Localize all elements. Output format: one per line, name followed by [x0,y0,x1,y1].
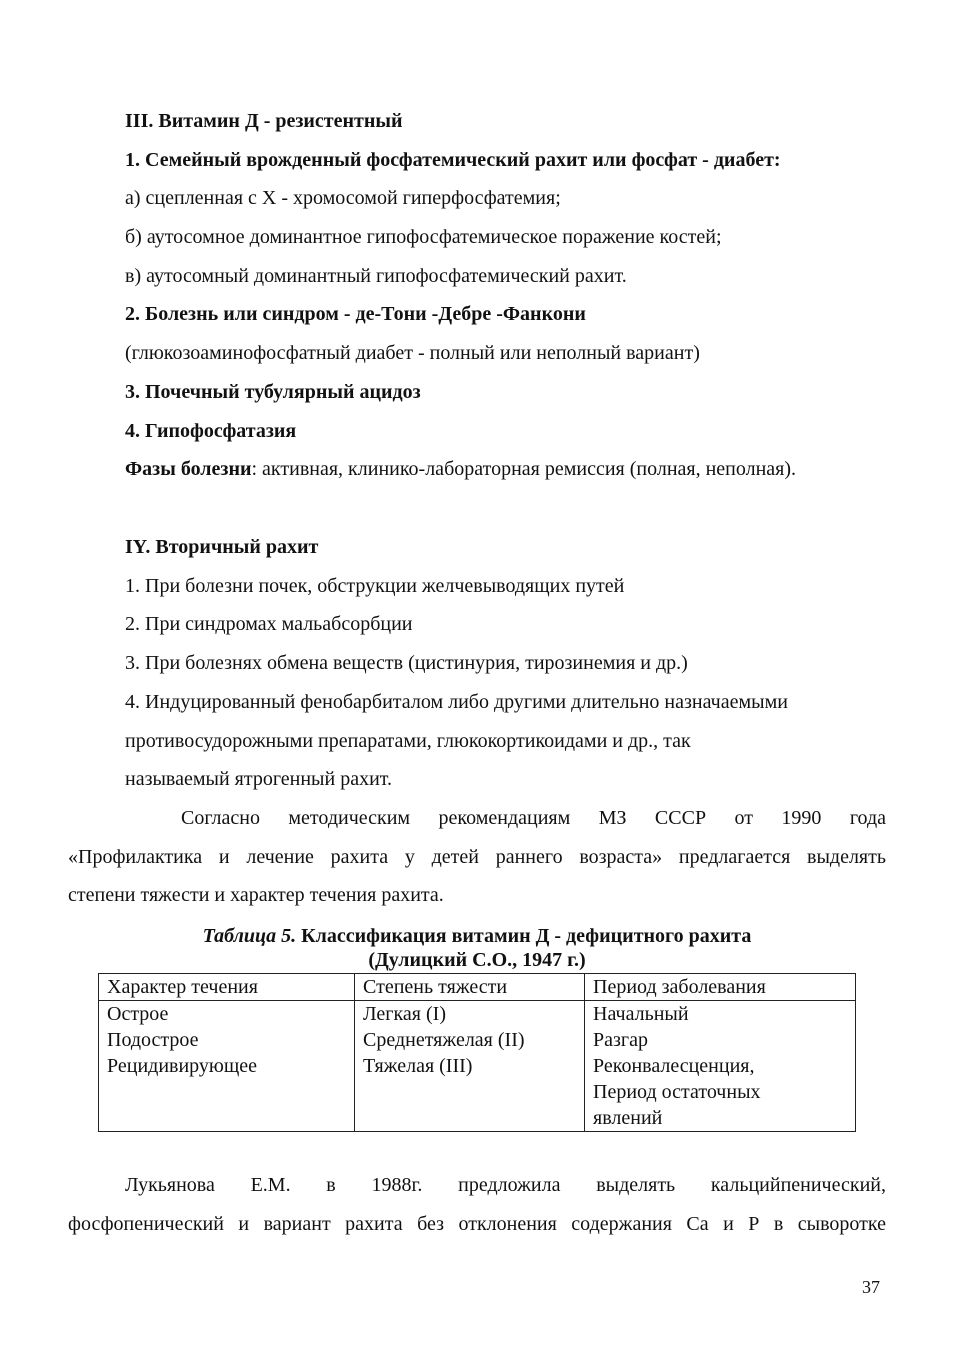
section3-item3-title: 3. Почечный тубулярный ацидоз [125,381,421,403]
section4-item: 1. При болезни почек, обструкции желчевыводящих путей [125,575,625,597]
table-header-cell: Период заболевания [585,974,856,1001]
section4-item: противосудорожными препаратами, глюкокортикоидами и др., так [125,730,691,752]
table-header-row [99,974,856,1001]
phases-text: : активная, клинико-лабораторная ремиссия (полная, неполная). [251,458,797,480]
section4-item: 4. Индуцированный фенобарбиталом либо другими длительно назначаемыми [125,691,788,713]
section3-item1-a: а) сцепленная с Х - хромосомой гиперфосфатемия; [125,187,561,209]
phases-line [125,457,796,481]
section3-item1-b: б) аутосомное доминантное гипофосфатемическое поражение костей; [125,226,722,248]
section3-item1-c: в) аутосомный доминантный гипофосфатемический рахит. [125,265,627,287]
course-value: Острое [107,1003,169,1025]
paragraph2-line: фосфопенический и вариант рахита без отклонения содержания Са и Р в сыворотке [68,1213,886,1235]
table-caption-label: Таблица 5. [202,925,297,947]
section4-item: 3. При болезнях обмена веществ (цистинурия, тирозинемия и др.) [125,652,688,674]
table-row [99,1001,856,1132]
period-value: явлений [593,1107,663,1129]
course-value: Рецидивирующее [107,1055,257,1077]
severity-value: Среднетяжелая (II) [363,1029,525,1051]
table-header-cell: Степень тяжести [355,974,585,1001]
period-value: Начальный [593,1003,689,1025]
section3-item4-title: 4. Гипофосфатазия [125,420,297,442]
section4-item: называемый ятрогенный рахит. [125,768,393,790]
table-cell-severity [355,1001,585,1132]
paragraph1-line: Согласно методическим рекомендациям МЗ СССР от 1990 года [181,807,886,829]
course-value: Подострое [107,1029,199,1051]
paragraph2-line: Лукьянова Е.М. в 1988г. предложила выделять кальцийпенический, [125,1174,886,1196]
classification-table [98,973,856,1132]
table-caption-source: (Дулицкий С.О., 1947 г.) [368,949,586,971]
table-caption-title: Классификация витамин Д - дефицитного рахита [296,925,752,947]
section4-heading: IY. Вторичный рахит [125,536,319,558]
table-cell-period [585,1001,856,1132]
section4-item: 2. При синдромах мальабсорбции [125,613,413,635]
section3-item2-note: (глюкозоаминофосфатный диабет - полный или неполный вариант) [125,342,700,364]
table-caption [98,924,856,948]
table-header-cell: Характер течения [99,974,355,1001]
section3-item1-title: 1. Семейный врожденный фосфатемический рахит или фосфат - диабет: [125,149,781,171]
period-value: Период остаточных [593,1081,761,1103]
page-number: 37 [862,1277,880,1297]
table-cell-course [99,1001,355,1132]
period-value: Разгар [593,1029,648,1051]
section3-item2-title: 2. Болезнь или синдром - де-Тони -Дебре -Фанкони [125,303,586,325]
paragraph1-line: «Профилактика и лечение рахита у детей раннего возраста» предлагается выделять [68,846,886,868]
severity-value: Легкая (I) [363,1003,446,1025]
section3-heading: III. Витамин Д - резистентный [125,110,403,132]
phases-label: Фазы болезни [125,458,252,480]
severity-value: Тяжелая (III) [363,1055,473,1077]
paragraph1-line: степени тяжести и характер течения рахита. [68,884,444,906]
period-value: Реконвалесценция, [593,1055,755,1077]
